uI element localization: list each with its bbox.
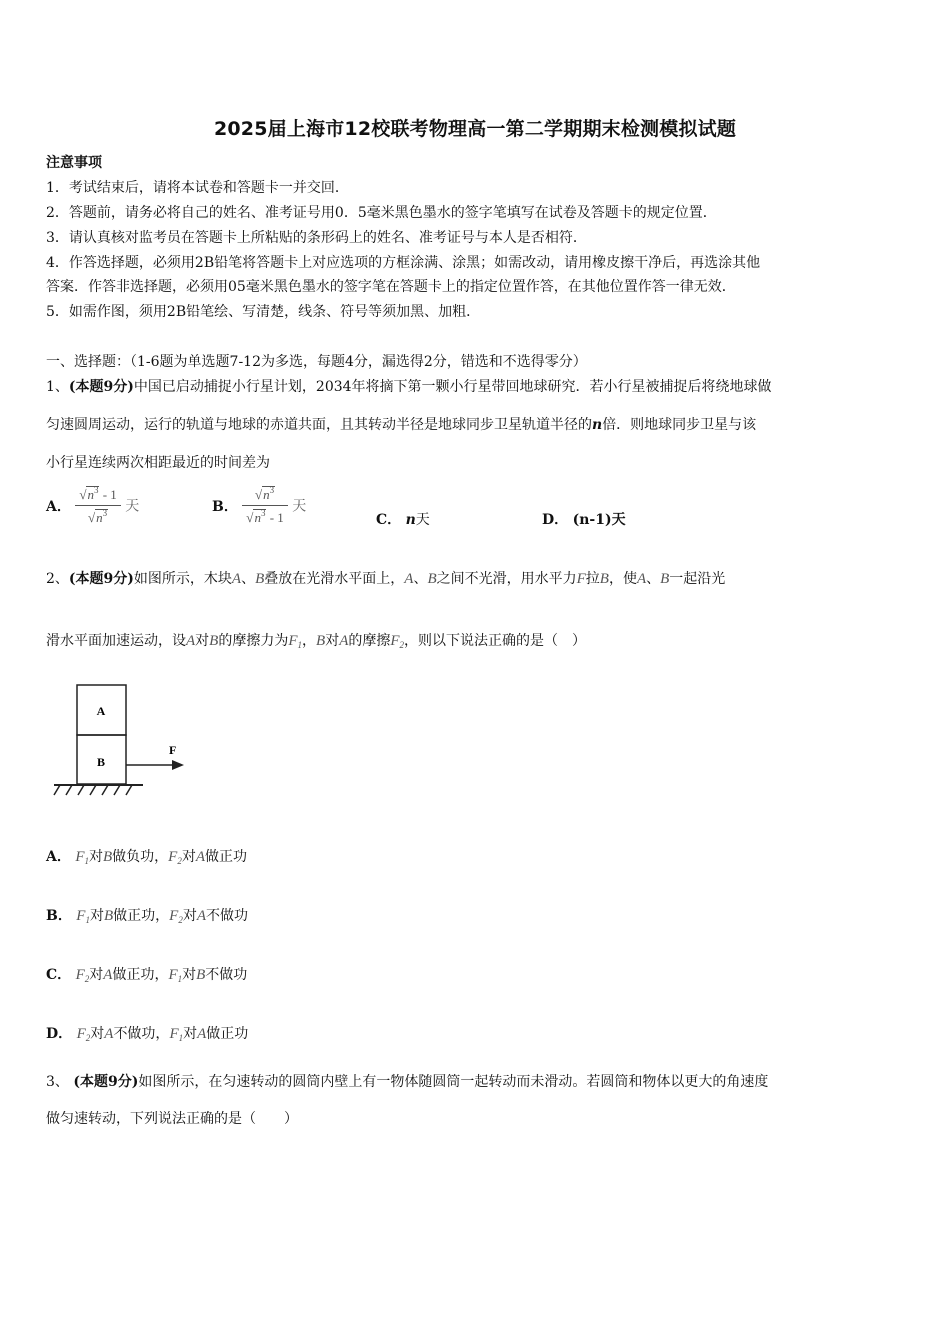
- q1-option-a[interactable]: [46, 485, 139, 526]
- text-fragment: F: [169, 1026, 179, 1042]
- text-fragment: 对: [90, 1026, 105, 1042]
- q2-score: (本题9分): [68, 571, 134, 587]
- text-fragment: A: [231, 571, 242, 587]
- ground-hatching: [54, 785, 132, 795]
- text-fragment: 做正功，: [113, 908, 170, 924]
- text-fragment: 、: [241, 571, 256, 587]
- text-fragment: A: [404, 571, 414, 587]
- text-fragment: B: [316, 633, 326, 649]
- q1-text: 倍．则地球同步卫星与该: [602, 417, 757, 433]
- text-fragment: B: [209, 633, 219, 649]
- text-fragment: F: [390, 633, 400, 649]
- block-b-label: B: [96, 755, 106, 769]
- text-fragment: 一起沿光: [669, 571, 726, 587]
- note-item: 1．考试结束后，请将本试卷和答题卡一并交回．: [46, 180, 349, 196]
- text-fragment: 的摩擦力为: [218, 633, 289, 649]
- text-fragment: A: [186, 633, 196, 649]
- text-fragment: B: [103, 908, 114, 924]
- q3-prefix: 3、: [46, 1074, 69, 1090]
- option-label: B．: [212, 498, 238, 515]
- exp: 3: [93, 485, 99, 495]
- text-fragment: 对: [89, 967, 104, 983]
- text-fragment: 叠放在光滑水平面上，: [264, 571, 405, 587]
- text-fragment: A: [195, 849, 206, 865]
- text-fragment: 、: [646, 571, 661, 587]
- text-fragment: ，: [302, 633, 317, 649]
- q3-line2: 做匀速转动，下列说法正确的是（ ）: [46, 1111, 298, 1127]
- text-fragment: 2: [177, 856, 182, 866]
- unit: 天: [125, 498, 140, 515]
- q2-prefix: 2、: [46, 571, 69, 587]
- text-fragment: 不做功: [205, 908, 248, 924]
- q1-option-b[interactable]: [212, 485, 306, 526]
- text-fragment: 对: [195, 633, 210, 649]
- text-fragment: A: [103, 967, 113, 983]
- q2-option-c[interactable]: [46, 964, 247, 984]
- text-fragment: 不做功，: [113, 1026, 170, 1042]
- block-a-label: A: [96, 704, 106, 718]
- text-fragment: F: [168, 849, 178, 865]
- option-text: (n-1)天: [572, 512, 626, 528]
- option-label: D．: [542, 512, 569, 528]
- q3-score: (本题9分): [73, 1074, 139, 1090]
- q3-text: 如图所示，在匀速转动的圆筒内壁上有一物体随圆筒一起转动而未滑动。若圆筒和物体以更大的角速度: [138, 1074, 769, 1090]
- text-fragment: 对: [325, 633, 340, 649]
- text-fragment: 1: [85, 915, 90, 925]
- unit: 天: [415, 512, 430, 528]
- text-fragment: A: [197, 1026, 207, 1042]
- notes-heading: 注意事项: [46, 155, 102, 171]
- q1-option-d[interactable]: [542, 509, 626, 529]
- text-fragment: F: [288, 633, 298, 649]
- block-diagram: [50, 680, 200, 800]
- text-fragment: 做正功: [205, 849, 248, 865]
- option-label: C．: [376, 512, 402, 528]
- text-fragment: 不做功: [205, 967, 248, 983]
- exp: 3: [269, 485, 275, 495]
- text-fragment: 2: [178, 915, 183, 925]
- text-fragment: F: [75, 967, 85, 983]
- text-fragment: 、: [413, 571, 428, 587]
- fraction: $\frac{√n^3 - 1}{√n^3}$: [75, 485, 120, 526]
- force-arrowhead: [172, 760, 184, 770]
- text-fragment: F: [576, 571, 586, 587]
- text-fragment: 1: [297, 640, 303, 650]
- text-fragment: B: [599, 571, 609, 587]
- option-label: B．: [46, 908, 72, 924]
- q1-line3: 小行星连续两次相距最近的时间差为: [46, 455, 270, 471]
- text-fragment: 2: [84, 974, 90, 984]
- text-fragment: 1: [177, 974, 183, 984]
- text-fragment: F: [169, 908, 179, 924]
- q2-option-a[interactable]: [46, 846, 247, 866]
- text-fragment: A: [104, 1026, 114, 1042]
- text-fragment: 滑水平面加速运动，设: [46, 633, 186, 649]
- text-fragment: 拉: [585, 571, 600, 587]
- text-fragment: 如图所示，木块: [133, 571, 232, 587]
- note-item: 3．请认真核对监考员在答题卡上所粘贴的条形码上的姓名、准考证号与本人是否相符．: [46, 230, 587, 246]
- text-fragment: B: [255, 571, 265, 587]
- option-label: A．: [46, 498, 71, 515]
- q1-score: (本题9分): [68, 379, 134, 395]
- fraction: $\frac{√n^3}{√n^3 - 1}$: [242, 485, 287, 526]
- text-fragment: 对: [181, 849, 196, 865]
- q2-option-b[interactable]: [46, 905, 248, 925]
- text-fragment: A: [196, 908, 206, 924]
- q1-option-c[interactable]: [376, 509, 430, 529]
- text-fragment: 1: [178, 1033, 184, 1043]
- note-item: 4．作答选择题，必须用2B铅笔将答题卡上对应选项的方框涂满、涂黑；如需改动，请用橡皮擦干净后，再选涂其他: [46, 255, 761, 271]
- note-item: 5．如需作图，须用2B铅笔绘、写清楚，线条、符号等须加黑、加粗．: [46, 304, 481, 320]
- text-fragment: ，使: [608, 571, 637, 587]
- text-fragment: 2: [85, 1033, 91, 1043]
- var: n: [254, 510, 261, 525]
- exp: 3: [260, 508, 266, 518]
- note-item: 答案．作答非选择题，必须用05毫米黑色墨水的签字笔在答题卡上的指定位置作答，在其他位置作答一律无效．: [46, 279, 736, 295]
- option-label: C．: [46, 967, 72, 983]
- q1-line1: [46, 376, 772, 396]
- text-fragment: 之间不光滑，用水平力: [436, 571, 577, 587]
- q1-text: 匀速圆周运动，运行的轨道与地球的赤道共面，且其转动半径是地球同步卫星轨道半径的: [46, 417, 592, 433]
- q1-line2: [46, 414, 756, 434]
- var: n: [263, 487, 270, 502]
- text-fragment: 对: [182, 908, 197, 924]
- exp: 3: [102, 508, 108, 518]
- q1-text: 中国已启动捕捉小行星计划，2034年将摘下第一颗小行星带回地球研究．若小行星被捕捉后将绕地球做: [133, 379, 772, 395]
- q2-option-d[interactable]: [46, 1023, 248, 1043]
- text-fragment: 对: [89, 908, 104, 924]
- var: n: [96, 510, 103, 525]
- text-fragment: 做正功: [206, 1026, 249, 1042]
- text-fragment: F: [168, 967, 178, 983]
- text-fragment: B: [660, 571, 670, 587]
- note-item: 2．答题前，请务必将自己的姓名、准考证号用0．5毫米黑色墨水的签字笔填写在试卷及答题卡的规定位置．: [46, 205, 717, 221]
- page-title: 2025届上海市12校联考物理高一第二学期期末检测模拟试题: [213, 118, 737, 140]
- q2-line2: [46, 630, 586, 650]
- text-fragment: F: [76, 908, 86, 924]
- option-label: A．: [46, 849, 71, 865]
- option-label: D．: [46, 1026, 73, 1042]
- text-fragment: 的摩擦: [348, 633, 391, 649]
- text-fragment: 对: [182, 967, 197, 983]
- text-fragment: F: [76, 1026, 86, 1042]
- q1-prefix: 1、: [46, 379, 69, 395]
- text-fragment: B: [196, 967, 206, 983]
- q1-var-n: n: [592, 417, 603, 433]
- text-fragment: A: [636, 571, 647, 587]
- q2-line1: [46, 568, 725, 588]
- var: n: [87, 487, 94, 502]
- text-fragment: 做正功，: [112, 967, 169, 983]
- text-fragment: 对: [89, 849, 103, 865]
- unit: 天: [292, 498, 307, 515]
- text-fragment: 做负功，: [112, 849, 169, 865]
- q3-line1: [46, 1071, 768, 1091]
- text-fragment: 1: [84, 856, 89, 866]
- text-fragment: ，则以下说法正确的是（ ）: [404, 633, 587, 649]
- section-heading: 一、选择题：（1-6题为单选题7-12为多选，每题4分，漏选得2分，错选和不选得零分）: [46, 354, 587, 370]
- text-fragment: A: [339, 633, 349, 649]
- text-fragment: B: [103, 849, 113, 865]
- den-tail: - 1: [266, 510, 284, 525]
- force-label: F: [169, 743, 177, 757]
- num-tail: - 1: [99, 487, 117, 502]
- text-fragment: F: [75, 849, 85, 865]
- text-fragment: 对: [183, 1026, 198, 1042]
- text-fragment: 2: [399, 640, 405, 650]
- var: n: [405, 512, 416, 528]
- text-fragment: B: [427, 571, 437, 587]
